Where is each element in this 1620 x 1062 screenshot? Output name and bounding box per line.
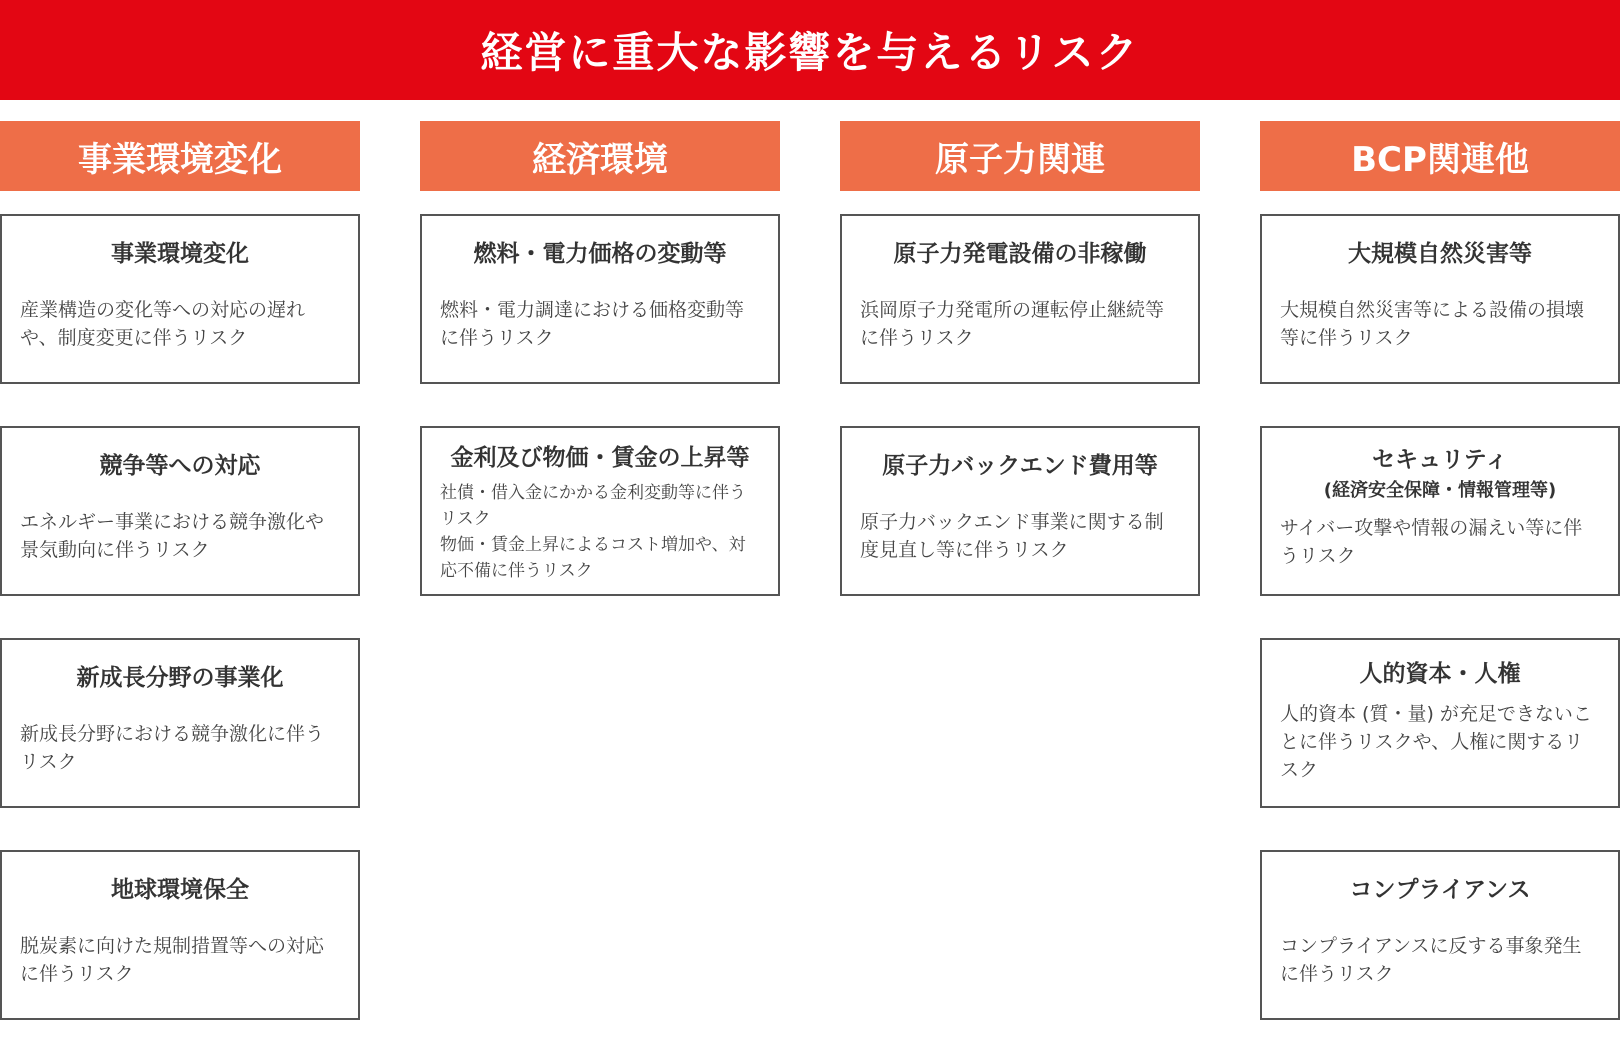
risk-card	[1260, 426, 1620, 596]
column-bcp	[1260, 121, 1620, 1062]
risk-card-title: 人的資本・人権	[1359, 661, 1521, 687]
column-header: 事業環境変化	[0, 121, 360, 191]
column-business-environment	[0, 121, 360, 1062]
risk-card-title: 地球環境保全	[111, 877, 249, 903]
risk-card-description: 新成長分野における競争激化に伴うリスク	[20, 723, 325, 773]
risk-card-subtitle: (経済安全保障・情報管理等)	[1323, 480, 1557, 501]
risk-card	[0, 850, 360, 1020]
risk-card-title: コンプライアンス	[1349, 877, 1531, 903]
risk-card	[1260, 638, 1620, 808]
risk-card	[420, 214, 780, 384]
risk-card-description: 燃料・電力調達における価格変動等に伴うリスク	[440, 299, 745, 349]
risk-card	[420, 426, 780, 596]
risk-card-title: 競争等への対応	[99, 453, 261, 479]
risk-card-title: 大規模自然災害等	[1348, 241, 1532, 267]
risk-card-description: 社債・借入金にかかる金利変動等に伴うリスク	[440, 483, 746, 529]
risk-card-title: セキュリティ	[1372, 447, 1508, 473]
risk-card	[0, 426, 360, 596]
risk-card	[840, 426, 1200, 596]
risk-card-description: 浜岡原子力発電所の運転停止継続等に伴うリスク	[860, 299, 1165, 349]
column-header: 経済環境	[420, 121, 780, 191]
risk-card	[1260, 214, 1620, 384]
risk-card-title: 事業環境変化	[111, 241, 249, 267]
risk-card-description: コンプライアンスに反する事象発生に伴うリスク	[1280, 935, 1582, 985]
risk-card-description: エネルギー事業における競争激化や景気動向に伴うリスク	[20, 511, 325, 561]
risk-card-description: 物価・賃金上昇によるコスト増加や、対応不備に伴うリスク	[440, 535, 746, 581]
risk-card-title: 原子力バックエンド費用等	[882, 453, 1158, 479]
risk-card-title: 金利及び物価・賃金の上昇等	[450, 445, 750, 471]
column-header: BCP関連他	[1260, 121, 1620, 191]
risk-card-title: 燃料・電力価格の変動等	[473, 241, 727, 267]
risk-card-title: 原子力発電設備の非稼働	[893, 241, 1147, 267]
risk-card	[1260, 850, 1620, 1020]
diagram-title: 経営に重大な影響を与えるリスク	[480, 28, 1140, 77]
risk-card-description: 産業構造の変化等への対応の遅れや、制度変更に伴うリスク	[20, 299, 306, 349]
risk-card-description: 人的資本 (質・量) が充足できないことに伴うリスクや、人権に関するリスク	[1280, 703, 1592, 781]
column-header: 原子力関連	[840, 121, 1200, 191]
risk-card	[0, 214, 360, 384]
risk-card-description: 脱炭素に向けた規制措置等への対応に伴うリスク	[20, 935, 325, 985]
title-banner	[0, 0, 1620, 100]
risk-card-description: 原子力バックエンド事業に関する制度見直し等に伴うリスク	[860, 511, 1164, 561]
risk-card	[840, 214, 1200, 384]
risk-card	[0, 638, 360, 808]
risk-card-title: 新成長分野の事業化	[76, 665, 284, 691]
column-economic-environment	[420, 121, 780, 638]
risk-card-description: サイバー攻撃や情報の漏えい等に伴うリスク	[1280, 517, 1583, 567]
risk-card-description: 大規模自然災害等による設備の損壊等に伴うリスク	[1280, 299, 1585, 349]
column-nuclear	[840, 121, 1200, 638]
